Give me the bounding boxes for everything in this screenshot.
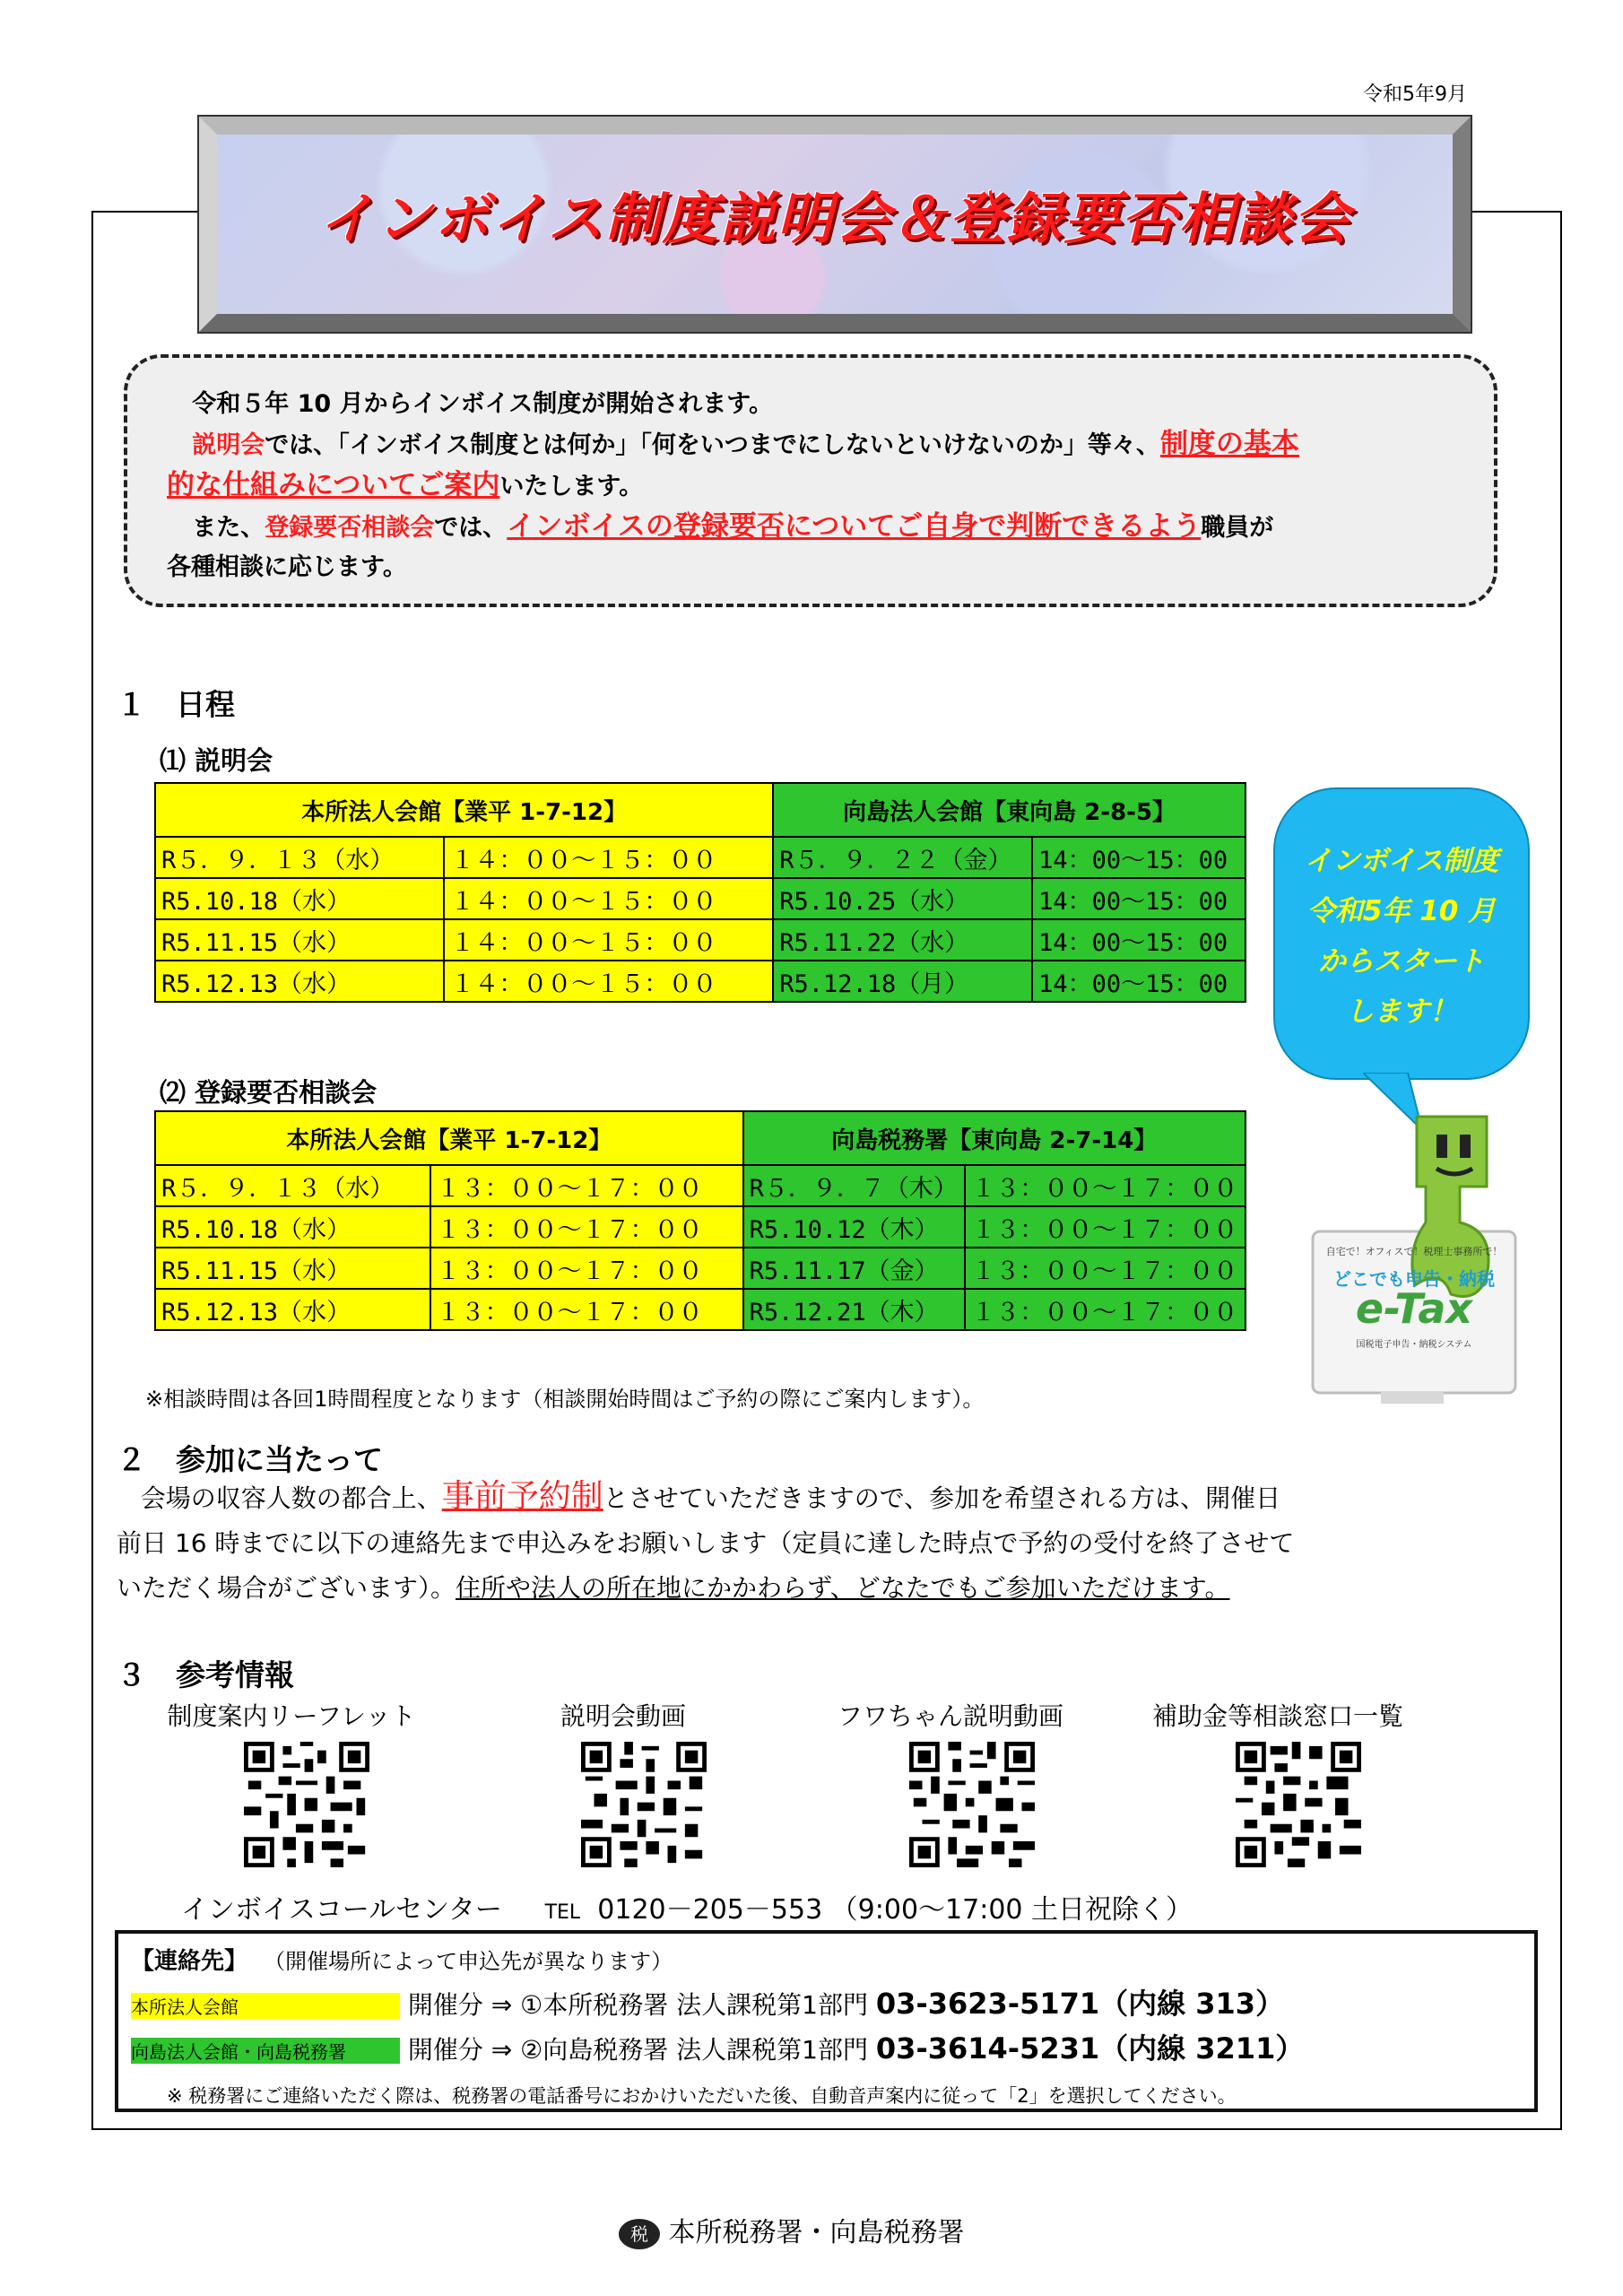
contact-tel: 03-3614-5231（内線 3211） [875, 2031, 1305, 2066]
table-cell: １３：００～１７：００ [430, 1165, 743, 1206]
qr-code-leaflet[interactable] [244, 1742, 369, 1867]
table-cell: R5.11.22（水） [773, 919, 1032, 961]
qr-label-seminar-video: 説明会動画 [560, 1701, 686, 1731]
intro-box [124, 354, 1497, 607]
table-cell: １３：００～１７：００ [965, 1206, 1245, 1248]
section1-heading: １ 日程 [117, 687, 235, 722]
table-cell: 14：00～15：00 [1032, 961, 1245, 1002]
contact-row-2 [131, 2026, 1522, 2067]
table-row [155, 1248, 1245, 1289]
qr-label-subsidy-list: 補助金等相談窓口一覧 [1151, 1701, 1403, 1731]
table-cell: R5.10.25（水） [773, 878, 1032, 919]
table-cell: R5.10.12（木） [743, 1206, 966, 1248]
contact-subtitle: （開催場所によって申込先が異なります） [264, 1949, 673, 1974]
bubble-line: 令和5年 10 月 [1306, 895, 1497, 927]
section1-sub1: ⑴ 説明会 [160, 745, 273, 776]
qr-label-fuwa-video: フワちゃん説明動画 [837, 1701, 1063, 1731]
contact-box [115, 1930, 1538, 2112]
contact-title: 【連絡先】 [131, 1948, 248, 1975]
section3-heading: ３ 参考情報 [117, 1657, 294, 1692]
table-cell: R5.12.13（水） [155, 1289, 430, 1330]
page-title: インボイス制度説明会＆登録要否相談会 [318, 186, 1351, 251]
table-cell: 14：00～15：00 [1032, 919, 1245, 961]
intro-line-5: 各種相談に応じます。 [167, 553, 407, 581]
qr-label-leaflet: 制度案内リーフレット [167, 1701, 416, 1731]
qr-code-subsidy-list[interactable] [1236, 1742, 1361, 1867]
consult-head-right: 向島税務署【東向島 2-7-14】 [743, 1111, 1245, 1165]
intro-line-2: 説明会では、「インボイス制度とは何か」「何をいつまでにしないといけないのか」等々、制度の基本 [192, 428, 1299, 460]
table-row [155, 1206, 1245, 1248]
table-cell: R5.12.18（月） [773, 961, 1032, 1002]
etax-system-name: 国税電子申告・納税システム [1356, 1340, 1472, 1350]
footer [619, 2210, 965, 2249]
contact-tag: 本所法人会館 [131, 1993, 400, 2019]
seminar-table [154, 782, 1246, 1003]
bubble-line: からスタート [1318, 945, 1485, 978]
table-cell: １４：００～１５：００ [444, 878, 773, 919]
table-cell: １４：００～１５：００ [444, 837, 773, 878]
contact-row-1 [131, 1981, 1522, 2022]
table-cell: １３：００～１７：００ [430, 1289, 743, 1330]
table-cell: R5.12.13（水） [155, 961, 444, 1002]
section2-paragraph: 会場の収容人数の都合上、事前予約制とさせていただきますので、参加を希望される方は、開催日 前日 16 時までに以下の連絡先まで申込みをお願いします（定員に達した時点で予約の受付を終了させて いただく場合がございます）。住所や法人の所在地にかかわらず、どなたでもご参加いただけます。 [117, 1478, 1295, 1603]
table-row [155, 878, 1245, 919]
contact-text: 開催分 ⇒ ②向島税務署 法人課税第1部門 [407, 2035, 868, 2065]
table-cell: １４：００～１５：００ [444, 961, 773, 1002]
table-cell: R5.11.17（金） [743, 1248, 966, 1289]
table-cell: R5.11.15（水） [155, 1248, 430, 1289]
table-cell: R５．９．１３（水） [155, 837, 444, 878]
table-cell: R５．９．２２（金） [773, 837, 1032, 878]
qr-code-fuwa-video[interactable] [909, 1742, 1035, 1867]
call-center [181, 1887, 1193, 1926]
etax-slogan: どこでも申告・納税 [1333, 1268, 1495, 1290]
table-cell: R5.10.18（水） [155, 878, 444, 919]
table-cell: R5.12.21（木） [743, 1289, 966, 1330]
intro-line-3: 的な仕組みについてご案内いたします。 [167, 469, 644, 501]
seminar-head-left: 本所法人会館【業平 1-7-12】 [155, 783, 773, 837]
etax-logo: e-Tax [1355, 1284, 1473, 1333]
table-row [155, 961, 1245, 1002]
table-cell: １３：００～１７：００ [965, 1165, 1245, 1206]
consult-head-left: 本所法人会館【業平 1-7-12】 [155, 1111, 743, 1165]
etax-tagline: 自宅で！オフィスで！税理士事務所で！ [1325, 1246, 1503, 1257]
table-cell: R5.10.18（水） [155, 1206, 430, 1248]
table-cell: 14：00～15：00 [1032, 878, 1245, 919]
consultation-note: ※相談時間は各回1時間程度となります（相談開始時間はご予約の際にご案内します）。 [145, 1387, 985, 1412]
table-row [155, 919, 1245, 961]
bubble-line: インボイス制度 [1304, 845, 1499, 877]
qr-code-seminar-video[interactable] [581, 1742, 707, 1867]
section1-sub2: ⑵ 登録要否相談会 [160, 1077, 378, 1108]
footer-text: 本所税務署・向島税務署 [668, 2217, 965, 2248]
intro-line-1: 令和５年 10 月からインボイス制度が開始されます。 [192, 390, 774, 418]
intro-line-4: また、登録要否相談会では、インボイスの登録要否についてご自身で判断できるよう職員が [192, 510, 1274, 543]
consultation-table [154, 1110, 1246, 1331]
start-notice-bubble [1273, 787, 1530, 1080]
seminar-head-right: 向島法人会館【東向島 2-8-5】 [773, 783, 1245, 837]
table-cell: R５．９．７（木） [743, 1165, 966, 1206]
table-row [155, 1165, 1245, 1206]
contact-text: 開催分 ⇒ ①本所税務署 法人課税第1部門 [407, 1990, 868, 2020]
table-cell: １３：００～１７：００ [430, 1248, 743, 1289]
contact-tag: 向島法人会館・向島税務署 [131, 2038, 400, 2064]
table-cell: R５．９．１３（水） [155, 1165, 430, 1206]
call-center-tel: 0120－205－553 （9:00～17:00 土日祝除く） [597, 1894, 1193, 1926]
table-cell: １３：００～１７：００ [965, 1289, 1245, 1330]
table-cell: １３：００～１７：００ [965, 1248, 1245, 1289]
table-cell: １４：００～１５：００ [444, 919, 773, 961]
section2-heading: ２ 参加に当たって [117, 1442, 383, 1477]
table-cell: １３：００～１７：００ [430, 1206, 743, 1248]
contact-note: ※ 税務署にご連絡いただく際は、税務署の電話番号におかけいただいた後、自動音声案内に従って「2」を選択してください。 [167, 2085, 1237, 2107]
bubble-line: します！ [1346, 996, 1457, 1028]
table-row [155, 1289, 1245, 1330]
table-row [155, 837, 1245, 878]
table-cell: 14：00～15：00 [1032, 837, 1245, 878]
tax-office-emblem-icon: 税 [619, 2219, 660, 2249]
call-center-name: インボイスコールセンター [181, 1894, 502, 1926]
title-banner [199, 117, 1471, 332]
contact-tel: 03-3623-5171（内線 313） [875, 1987, 1285, 2021]
table-cell: R5.11.15（水） [155, 919, 444, 961]
issue-date: 令和5年9月 [1363, 83, 1467, 106]
tel-label: TEL [544, 1901, 581, 1924]
